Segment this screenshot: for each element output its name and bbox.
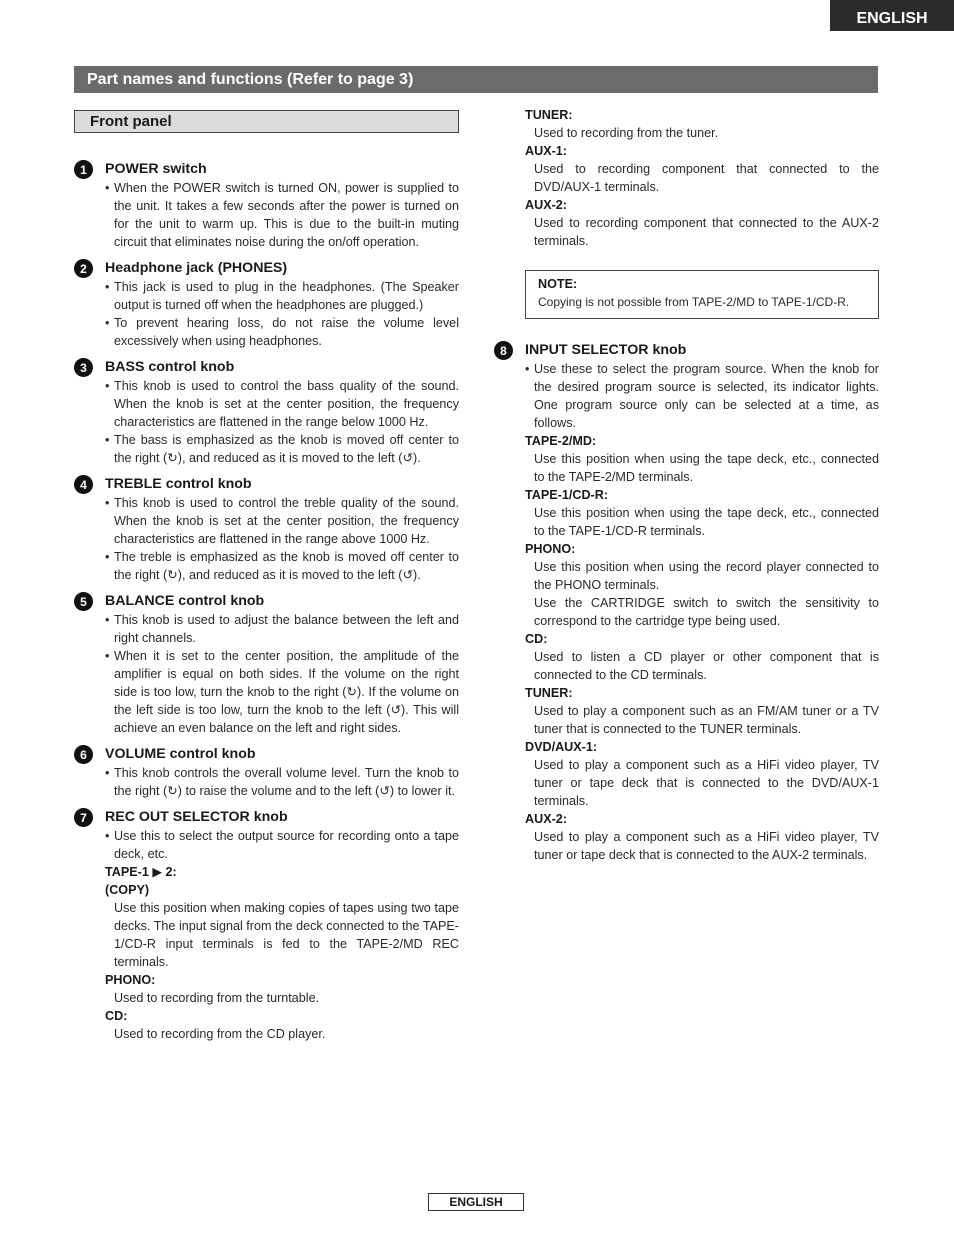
entry-label: TUNER:	[525, 686, 573, 700]
number-badge: 5	[74, 592, 93, 611]
entry-text: Use this position when using the tape deck, etc., connected to the TAPE-1/CD-R terminals.	[534, 506, 879, 538]
item-bass-knob	[74, 358, 459, 467]
subsection-title: Front panel	[74, 110, 459, 133]
footer-language-label: ENGLISH	[428, 1193, 524, 1211]
bullet-text: • To prevent hearing loss, do not raise the volume level excessively when using headphones.	[105, 314, 459, 350]
entry-text: Use this position when using the record player connected to the PHONO terminals.	[534, 560, 879, 592]
bullet-text: • This jack is used to plug in the headphones. (The Speaker output is turned off when the headphones are plugged.)	[105, 278, 459, 314]
note-box	[525, 270, 879, 319]
number-badge: 4	[74, 475, 93, 494]
section-title: Part names and functions (Refer to page 3)	[74, 66, 878, 93]
bullet-text: • When it is set to the center position, the amplitude of the amplifier is equal on both sides. If the volume on the right side is too low, turn the knob to the right (↻). If the volume on the left side is too low, turn the knob to the left (↺). This will achieve an even balance on the left and right sides.	[105, 647, 459, 737]
note-text: Copying is not possible from TAPE-2/MD to TAPE-1/CD-R.	[538, 295, 850, 309]
bullet-text: • This knob controls the overall volume level. Turn the knob to the right (↻) to raise the volume and to the left (↺) to lower it.	[105, 764, 459, 800]
item-title: BASS control knob	[105, 359, 235, 375]
item-power-switch	[74, 160, 459, 251]
entry-label: TAPE-2/MD:	[525, 434, 597, 448]
entry-label: PHONO:	[105, 973, 156, 987]
number-badge: 8	[494, 341, 513, 360]
entry-text: Used to recording from the tuner.	[534, 126, 719, 140]
entry-label: TUNER:	[525, 108, 573, 122]
note-label: NOTE:	[538, 277, 578, 291]
entry-text: Used to recording component that connected to the AUX-2 terminals.	[534, 216, 879, 248]
entry-label: TAPE-1/CD-R:	[525, 488, 609, 502]
bullet-text: • This knob is used to adjust the balance between the left and right channels.	[105, 611, 459, 647]
bullet-text: • The treble is emphasized as the knob is moved off center to the right (↻), and reduced as it is moved to the left (↺).	[105, 548, 459, 584]
bullet-text: • The bass is emphasized as the knob is moved off center to the right (↻), and reduced as it is moved to the left (↺).	[105, 431, 459, 467]
entry-text: Used to listen a CD player or other component that is connected to the CD terminals.	[534, 650, 879, 682]
number-badge: 7	[74, 808, 93, 827]
bullet-text: • This knob is used to control the treble quality of the sound. When the knob is set at the center position, the frequency characteristics are flattened in the range above 1000 Hz.	[105, 494, 459, 548]
item-title: TREBLE control knob	[105, 476, 252, 492]
item-title: REC OUT SELECTOR knob	[105, 809, 288, 825]
continued-entries	[494, 106, 879, 250]
entry-label: AUX-2:	[525, 812, 567, 826]
item-balance-knob	[74, 592, 459, 737]
left-column	[74, 110, 459, 1051]
number-badge: 3	[74, 358, 93, 377]
language-tab: ENGLISH	[830, 0, 954, 31]
entry-sublabel: (COPY)	[105, 883, 150, 897]
entry-label: CD:	[105, 1009, 128, 1023]
item-title: BALANCE control knob	[105, 593, 265, 609]
item-treble-knob	[74, 475, 459, 584]
item-headphone-jack	[74, 259, 459, 350]
item-title: Headphone jack (PHONES)	[105, 260, 288, 276]
entry-text: Used to recording from the turntable.	[114, 991, 320, 1005]
entry-label: TAPE-1 ▶ 2:	[105, 865, 177, 879]
entry-text: Used to play a component such as a HiFi video player, TV tuner or tape deck that is connected to the AUX-2 terminals.	[534, 830, 879, 862]
bullet-text: • Use this to select the output source for recording onto a tape deck, etc.	[105, 827, 459, 863]
bullet-text: • When the POWER switch is turned ON, power is supplied to the unit. It takes a few seconds after the power is turned on for the unit to warm up. This is due to the built-in muting circuit that eliminates noise during the on/off operation.	[105, 179, 459, 251]
number-badge: 6	[74, 745, 93, 764]
number-badge: 2	[74, 259, 93, 278]
item-volume-knob	[74, 745, 459, 800]
bullet-text: • This knob is used to control the bass quality of the sound. When the knob is set at the center position, the frequency characteristics are flattened in the range below 1000 Hz.	[105, 377, 459, 431]
entry-label: PHONO:	[525, 542, 576, 556]
item-input-selector	[494, 341, 879, 864]
entry-text: Use this position when using the tape deck, etc., connected to the TAPE-2/MD terminals.	[534, 452, 879, 484]
entry-text: Use the CARTRIDGE switch to switch the sensitivity to correspond to the cartridge type being used.	[534, 596, 879, 628]
item-title: INPUT SELECTOR knob	[525, 342, 687, 358]
item-title: POWER switch	[105, 161, 207, 177]
entry-text: Used to play a component such as an FM/AM tuner or a TV tuner that is connected to the TUNER terminals.	[534, 704, 879, 736]
item-rec-out-selector	[74, 808, 459, 1043]
entry-text: Used to play a component such as a HiFi video player, TV tuner or tape deck that is connected to the DVD/AUX-1 terminals.	[534, 758, 879, 808]
entry-label: CD:	[525, 632, 548, 646]
entry-label: AUX-1:	[525, 144, 567, 158]
entry-text: Used to recording component that connected to the DVD/AUX-1 terminals.	[534, 162, 879, 194]
entry-label: AUX-2:	[525, 198, 567, 212]
item-title: VOLUME control knob	[105, 746, 256, 762]
entry-text: Use this position when making copies of tapes using two tape decks. The input signal from the deck connected to the TAPE-1/CD-R input terminals is fed to the TAPE-2/MD REC terminals.	[114, 901, 459, 969]
entry-label: DVD/AUX-1:	[525, 740, 598, 754]
entry-text: Used to recording from the CD player.	[114, 1027, 326, 1041]
right-column	[494, 106, 879, 872]
bullet-text: • Use these to select the program source. When the knob for the desired program source is selected, its indicator lights. One program source only can be selected at a time, as follows.	[525, 360, 879, 432]
number-badge: 1	[74, 160, 93, 179]
